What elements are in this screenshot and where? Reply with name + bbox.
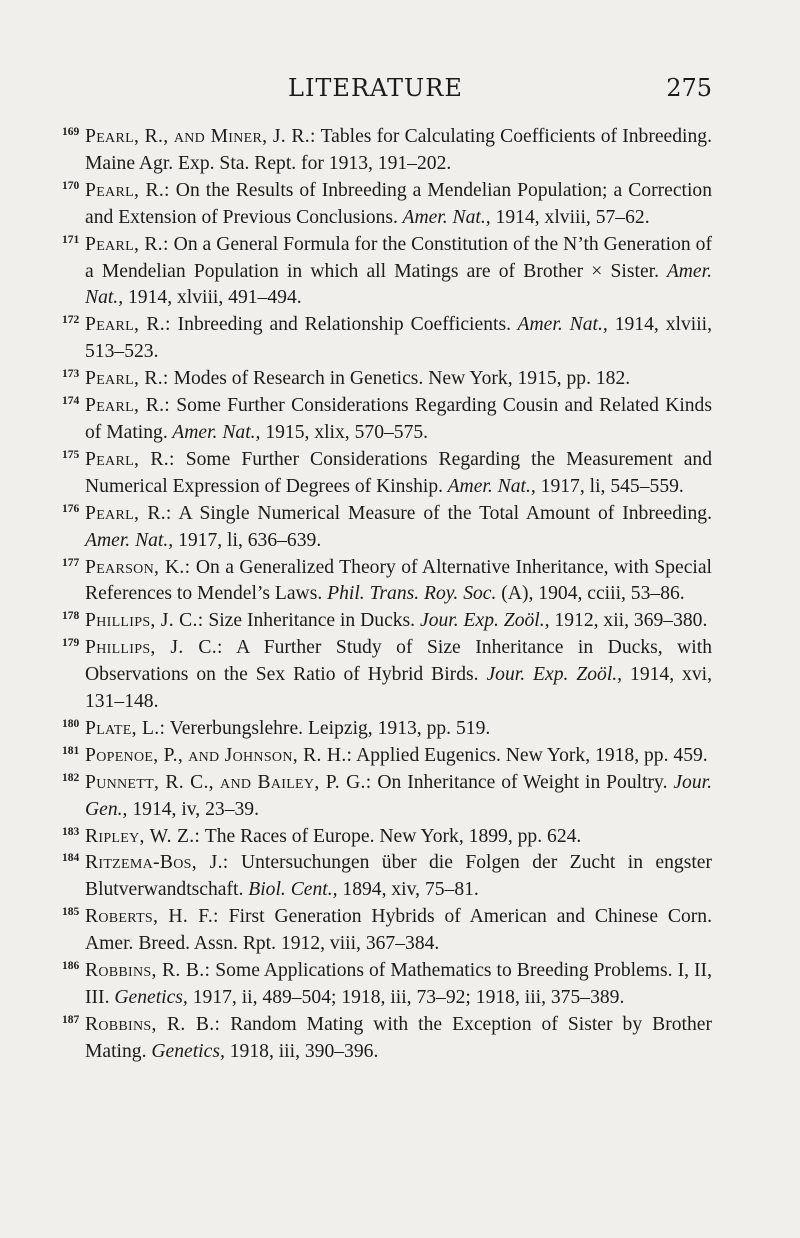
reference-author: Pearl, R.: [85,233,169,255]
reference-journal: Biol. Cent., [243,879,338,901]
reference-title: Some Further Considerations Regarding the Measurement and Numerical Expression of Degrees of Kinship. [85,448,712,497]
reference-entry [62,716,712,743]
reference-author: Pearl, R.: [85,448,175,470]
reference-entry [62,904,712,958]
reference-details: 1914, iv, 23–39. [127,798,259,820]
reference-entry [62,501,712,555]
reference-number: 181 [62,744,80,757]
reference-entry [62,393,712,447]
reference-number: 177 [62,556,80,569]
reference-title: First Generation Hybrids of American and Chinese Corn. [218,906,712,928]
reference-number: 185 [62,906,80,919]
reference-entry [62,958,712,1012]
reference-journal: Jour. Gen., [85,771,713,820]
reference-author: Robbins, R. B.: [85,960,211,982]
reference-details: 1917, li, 636–639. [173,529,322,551]
reference-journal: Amer. Nat., [510,314,608,336]
reference-details: 1894, xiv, 75–81. [337,879,479,901]
reference-author: Ritzema-Bos, J.: [85,852,229,874]
reference-entry [62,124,712,178]
reference-author: Punnett, R. C., and Bailey, P. G.: [85,771,372,793]
page-title: LITERATURE [288,74,463,102]
reference-author: Phillips, J. C.: [85,637,223,659]
reference-title: A Single Numerical Measure of the Total Amount of Inbreeding. [171,502,712,524]
reference-title: On Inheritance of Weight in Poultry. [371,771,668,793]
reference-number: 186 [62,960,80,973]
reference-entry [62,366,712,393]
reference-author: Plate, L.: [85,717,166,739]
reference-details: (A), 1904, cciii, 53–86. [496,583,685,605]
reference-author: Pearl, R.: [85,395,171,417]
reference-title: On the Results of Inbreeding a Mendelian Population; a Correction and Extension of Previous Conclusions. [85,179,712,228]
reference-entry [62,447,712,501]
reference-number: 173 [62,368,80,381]
reference-number: 180 [62,717,80,730]
reference-entry [62,743,712,770]
reference-number: 183 [62,825,80,838]
reference-journal: Amer. Nat., [85,529,174,551]
reference-title: A Further Study of Size Inheritance in Ducks, with Observations on the Sex Ratio of Hybrid Birds. [85,637,712,686]
reference-title: Some Further Considerations Regarding Cousin and Related Kinds of Mating. [85,395,712,443]
reference-entry [62,770,712,824]
reference-details: 1914, xlviii, 491–494. [123,287,302,309]
reference-journal: Phil. Trans. Roy. Soc. [322,583,497,605]
reference-entry [62,232,712,313]
reference-entry [62,850,712,904]
reference-entry [62,824,712,851]
reference-journal: Jour. Exp. Zoöl., [478,664,623,686]
reference-title: Untersuchungen über die Folgen der Zucht in engster Blutverwandtschaft. [85,852,713,901]
reference-details: 1918, iii, 390–396. [224,1040,379,1062]
reference-details: 1917, li, 545–559. [535,475,684,497]
reference-entry [62,555,712,609]
reference-entry [62,312,712,366]
reference-details: 1915, xlix, 570–575. [260,421,429,443]
reference-number: 184 [62,852,80,865]
reference-journal: Amer. Nat., [167,421,261,443]
reference-number: 187 [62,1013,80,1026]
reference-entry [62,608,712,635]
reference-list [62,124,712,1066]
reference-details: New York, 1899, pp. 624. [374,825,582,847]
reference-entry [62,1012,712,1066]
reference-details: Leipzig, 1913, pp. 519. [303,717,491,739]
reference-number: 174 [62,395,80,408]
reference-author: Pearl, R.: [85,502,172,524]
reference-number: 172 [62,314,80,327]
reference-number: 182 [62,771,80,784]
reference-author: Pearl, R.: [85,368,169,390]
reference-title: On a General Formula for the Constitution of the N’th Generation of a Mendelian Population in which all Matings are of Brother × Sister. [85,233,712,282]
reference-number: 170 [62,179,80,192]
reference-title: On a Generalized Theory of Alternative Inheritance, with Special References to Mendel’s Laws. [85,556,712,605]
reference-details: Maine Agr. Exp. Sta. Rept. for 1913, 191–202. [85,152,452,174]
reference-author: Pearl, R.: [85,179,170,201]
reference-journal: Amer. Nat., [85,260,712,309]
page-number: 275 [666,74,712,102]
reference-number: 179 [62,637,80,650]
reference-author: Robbins, R. B.: [85,1013,221,1035]
reference-journal: Jour. Exp. Zoöl., [415,610,550,632]
reference-details: 1917, ii, 489–504; 1918, iii, 73–92; 1918, iii, 375–389. [187,987,625,1008]
reference-author: Popenoe, P., and Johnson, R. H.: [85,744,353,766]
reference-number: 175 [62,448,80,461]
reference-title: Tables for Calculating Coefficients of Inbreeding. [315,126,712,147]
reference-details: 1914, xvi, 131–148. [85,664,712,713]
reference-details: 1914, xlviii, 57–62. [490,206,650,228]
reference-author: Pearl, R.: [85,314,171,336]
reference-entry [62,178,712,232]
reference-number: 176 [62,502,80,515]
reference-title: Some Applications of Mathematics to Breeding Problems. I, II, III. [85,960,712,1008]
reference-entry [62,635,712,716]
reference-author: Phillips, J. C.: [85,610,204,632]
reference-journal: Genetics, [109,987,188,1008]
reference-author: Ripley, W. Z.: [85,825,201,847]
reference-title: Applied Eugenics. [352,744,501,766]
reference-author: Pearl, R., and Miner, J. R.: [85,126,316,147]
reference-details: New York, 1915, pp. 182. [423,368,631,390]
reference-number: 178 [62,610,80,623]
reference-title: Modes of Research in Genetics. [168,368,424,390]
reference-number: 169 [62,126,80,138]
reference-author: Roberts, H. F.: [85,906,219,928]
reference-title: Size Inheritance in Ducks. [203,610,416,632]
reference-journal: Genetics, [146,1040,225,1062]
reference-title: Random Mating with the Exception of Sister by Brother Mating. [85,1013,712,1062]
running-head [62,70,712,106]
reference-number: 171 [62,233,80,246]
reference-details: 1914, xlviii, 513–523. [85,314,712,363]
reference-details: 1912, xii, 369–380. [549,610,708,632]
reference-journal: Amer. Nat., [397,206,491,228]
reference-details: New York, 1918, pp. 459. [500,744,708,766]
reference-journal: Amer. Nat., [443,475,536,497]
reference-details: Amer. Breed. Assn. Rpt. 1912, viii, 367–384. [85,933,440,955]
reference-title: The Races of Europe. [200,825,375,847]
reference-title: Vererbungslehre. [165,717,304,739]
reference-author: Pearson, K.: [85,556,191,578]
reference-title: Inbreeding and Relationship Coefficients. [170,314,511,336]
